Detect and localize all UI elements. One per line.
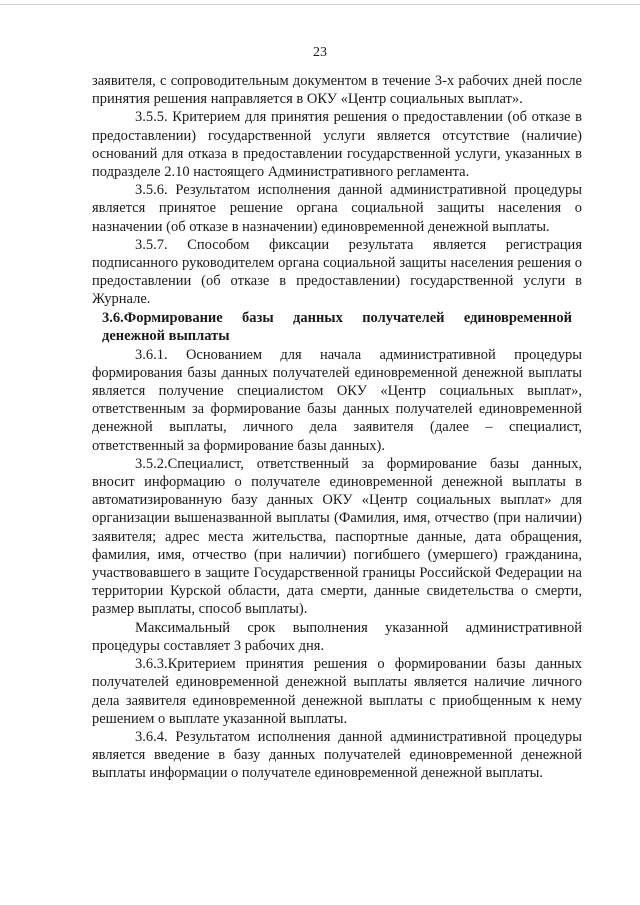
paragraph-3-6-4: 3.6.4. Результатом исполнения данной административной процедуры является введение в базу данных получателей единовременной денежной выплаты информации о получателе единовременной денежной выплаты. (92, 728, 582, 782)
paragraph-3-5-5: 3.5.5. Критерием для принятия решения о предоставлении (об отказе в предоставлении) государственной услуги является отсутствие (наличие) оснований для отказа в предоставлении государственной услуги, указанных в подразделе 2.10 настоящего Административного регламента. (92, 109, 582, 181)
paragraph-3-5-2: 3.5.2.Специалист, ответственный за формирование базы данных, вносит информацию о получателе единовременной денежной выплаты в автоматизированную базу данных ОКУ «Центр социальных выплат» для организации вышеназванной выплаты (Фамилия, имя, отчество (при наличии) заявителя; адрес места жительства, паспортные данные, дата обращения, фамилия, имя, отчество (при наличии) погибшего (умершего) гражданина, участвовавшего в защите Государственной границы Российской Федерации на территории Курской области, дата смерти, данные свидетельства о смерти, размер выплаты, способ выплаты). (92, 455, 582, 618)
document-body (92, 72, 582, 783)
top-edge-rule (0, 4, 640, 5)
paragraph-3-5-6: 3.5.6. Результатом исполнения данной административной процедуры является принятое решение органа социальной защиты населения о назначении (об отказе в назначении) единовременной денежной выплаты. (92, 182, 582, 235)
paragraph-continuation: заявителя, с сопроводительным документом в течение 3-х рабочих дней после принятия решения направляется в ОКУ «Центр социальных выплат». (92, 73, 582, 108)
paragraph-3-6-1: 3.6.1. Основанием для начала административной процедуры формирования базы данных получателей единовременной денежной выплаты является получение специалистом ОКУ «Центр социальных выплат», ответственным за формирование базы данных получателей единовременной денежной выплаты, личного дела заявителя (далее – специалист, ответственный за формирование базы данных). (92, 346, 582, 454)
page-number: 23 (313, 45, 327, 60)
paragraph-max-term: Максимальный срок выполнения указанной административной процедуры составляет 3 рабочих дня. (92, 619, 582, 654)
paragraph-3-5-7: 3.5.7. Способом фиксации результата является регистрация подписанного руководителем органа социальной защиты населения решения о предоставлении (об отказе в предоставлении) государственной услуги в Журнале. (92, 236, 582, 308)
paragraph-3-6-3: 3.6.3.Критерием принятия решения о формировании базы данных получателей единовременной денежной выплаты является наличие личного дела заявителя единовременной денежной выплаты с приобщенным к нему решением о выплате указанной выплаты. (92, 656, 582, 727)
section-heading: 3.6.Формирование базы данных получателей единовременной денежной выплаты (102, 309, 572, 345)
